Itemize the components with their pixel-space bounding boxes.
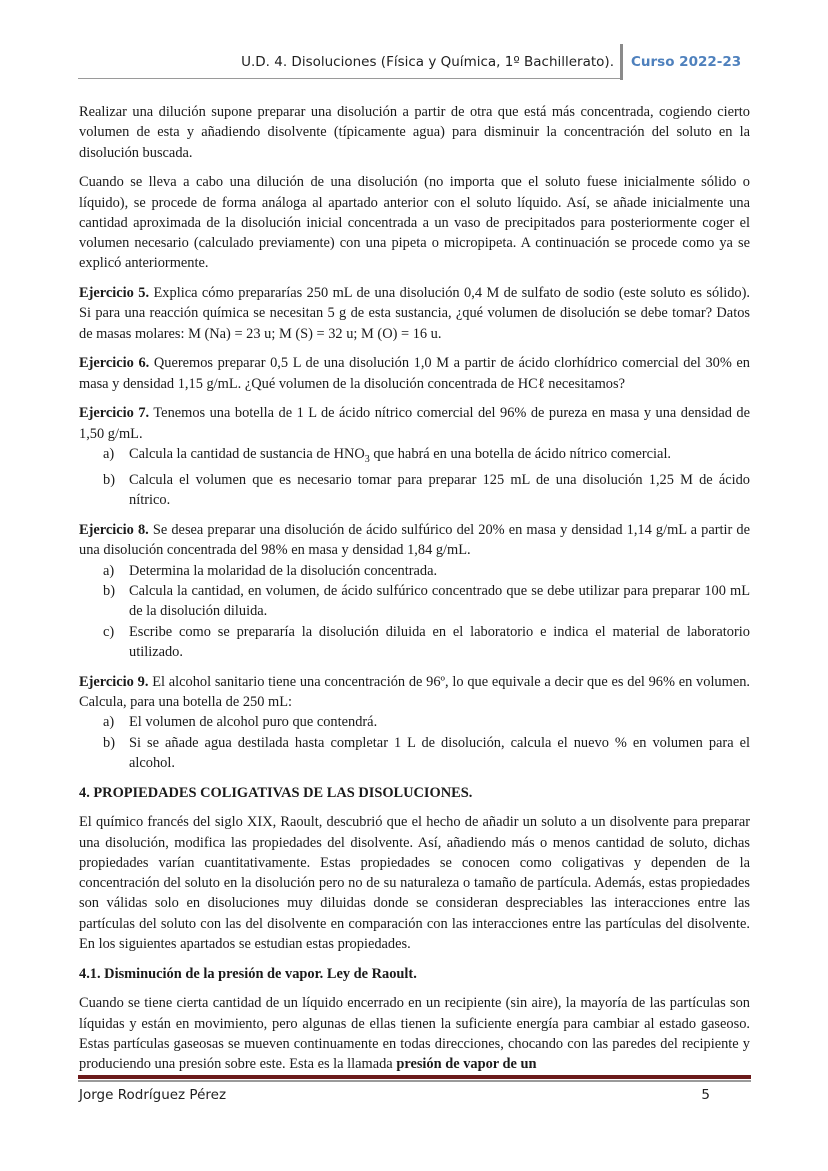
item-label: c) — [103, 623, 115, 640]
list-item: a) Calcula la cantidad de sustancia de $HNO_3$ que habrá en una botella de ácido nítrico comercial. — [103, 446, 672, 465]
list-item: c) Escribe como se prepararía la disolución diluida en el laboratorio e indica el material de laboratorio utilizado. — [103, 623, 750, 660]
exercise-text: Queremos preparar 0,5 L de una disolución 1,0 M a partir de ácido clorhídrico comercial del 30% en masa y densidad 1,15 g/mL. ¿Qué volumen de la disolución concentrada de HCℓ necesitamos? — [79, 355, 750, 392]
list-item: b) Calcula el volumen que es necesario tomar para preparar 125 mL de una disolución 1,25 M de ácido nítrico. — [103, 472, 750, 509]
header-title: U.D. 4. Disoluciones (Física y Química, 1º Bachillerato). — [241, 54, 614, 70]
paragraph-vapor-pressure: Cuando se tiene cierta cantidad de un líquido encerrado en un recipiente (sin aire), la mayoría de las partículas son líquidas y están en movimiento, pero algunas de ellas tienen la suficiente energía para cambiar al estado gaseoso. Estas partículas gaseosas se mueven continuamente en todas direcciones, chocando con las paredes del recipiente y produciendo una presión sobre este. Esta es la llamada presión de vapor de un — [79, 995, 750, 1073]
exercise-text: Tenemos una botella de 1 L de ácido nítrico comercial del 96% de pureza en masa y una densidad de 1,50 g/mL. — [79, 405, 751, 442]
paragraph-dilution-procedure: Cuando se lleva a cabo una dilución de una disolución (no importa que el soluto fuese inicialmente sólido o líquido), se procede de forma análoga al apartado anterior con el soluto líquido. Así, se añade inicialmente una cantidad aproximada de la disolución inicial concentrada a un vaso de precipitados para posteriormente coger el volumen necesario (calculado previamente) con una pipeta o micropipeta. A continuación se procede como ya se explicó anteriormente. — [79, 174, 750, 272]
list-item: b) Calcula la cantidad, en volumen, de ácido sulfúrico concentrado que se debe utilizar para preparar 100 mL de la disolución diluida. — [103, 583, 750, 620]
section-heading: 4. PROPIEDADES COLIGATIVAS DE LAS DISOLUCIONES. — [79, 784, 473, 801]
footer-rule-thin — [78, 1080, 751, 1082]
header-divider — [620, 44, 623, 80]
exercise-7 — [79, 403, 750, 444]
page-number: 5 — [701, 1087, 710, 1103]
exercise-9-items — [79, 712, 750, 773]
list-item: a) Determina la molaridad de la disolución concentrada. — [129, 561, 750, 581]
exercise-text: Se desea preparar una disolución de ácido sulfúrico del 20% en masa y densidad 1,14 g/mL a partir de una disolución concentrada del 98% en masa y densidad 1,84 g/mL. — [79, 522, 750, 559]
exercise-8 — [79, 520, 750, 561]
header-rule — [78, 78, 620, 79]
exercise-6 — [79, 353, 750, 394]
item-label: a) — [103, 446, 115, 463]
footer-author: Jorge Rodríguez Pérez — [79, 1087, 227, 1103]
subsection-heading: 4.1. Disminución de la presión de vapor. Ley de Raoult. — [79, 965, 417, 982]
paragraph-colligative: El químico francés del siglo XIX, Raoult, descubrió que el hecho de añadir un soluto a un disolvente para preparar una disolución, modifica las propiedades del disolvente. Así, añadiendo más o menos cantidad de soluto, dichas propiedades varían cuantitativamente. Estas propiedades se conocen como coligativas y dependen de la concentración del soluto en la disolución pero no de su naturaleza o tamaño de partícula. Además, estas propiedades son válidas solo en disoluciones muy diluidas donde se consideran despreciables las interacciones entre las partículas del soluto con las del disolvente en comparación con las interacciones entre las partículas del disolvente. En los siguientes apartados se estudian estas propiedades. — [79, 814, 750, 952]
exercise-9 — [79, 672, 750, 713]
exercise-5 — [79, 283, 750, 344]
header-course: Curso 2022-23 — [631, 54, 742, 70]
exercise-text: Explica cómo prepararías 250 mL de una disolución 0,4 M de sulfato de sodio (este soluto es sólido). Si para una reacción química se necesitan 5 g de esta sustancia, ¿qué volumen de disolución se debe tomar? Datos de masas molares: M (Na) = 23 u; M (S) = 32 u; M (O) = 16 u. — [79, 285, 751, 342]
exercise-label: Ejercicio 7. — [79, 405, 150, 422]
exercise-7-items — [79, 444, 750, 511]
footer-rule — [78, 1075, 751, 1079]
exercise-8-items — [79, 561, 750, 662]
item-label: a) — [103, 562, 115, 579]
exercise-label: Ejercicio 8. — [79, 522, 149, 539]
exercise-label: Ejercicio 9. — [79, 673, 149, 690]
item-label: a) — [103, 714, 115, 731]
item-label: b) — [103, 472, 115, 489]
exercise-label: Ejercicio 6. — [79, 355, 150, 372]
document-body — [79, 102, 750, 1084]
list-item: b) Si se añade agua destilada hasta completar 1 L de disolución, calcula el nuevo % en volumen para el alcohol. — [103, 734, 750, 771]
list-item: a) El volumen de alcohol puro que contendrá. — [129, 712, 750, 732]
item-label: b) — [103, 583, 115, 600]
item-label: b) — [103, 734, 115, 751]
exercise-label: Ejercicio 5. — [79, 285, 150, 302]
paragraph-dilution-intro: Realizar una dilución supone preparar una disolución a partir de otra que está más concentrada, cogiendo cierto volumen de esta y añadiendo disolvente (típicamente agua) para disminuir la concentración del soluto en la disolución buscada. — [79, 104, 750, 161]
exercise-text: El alcohol sanitario tiene una concentración de 96º, lo que equivale a decir que es del 96% en volumen. Calcula, para una botella de 250 mL: — [79, 673, 751, 710]
